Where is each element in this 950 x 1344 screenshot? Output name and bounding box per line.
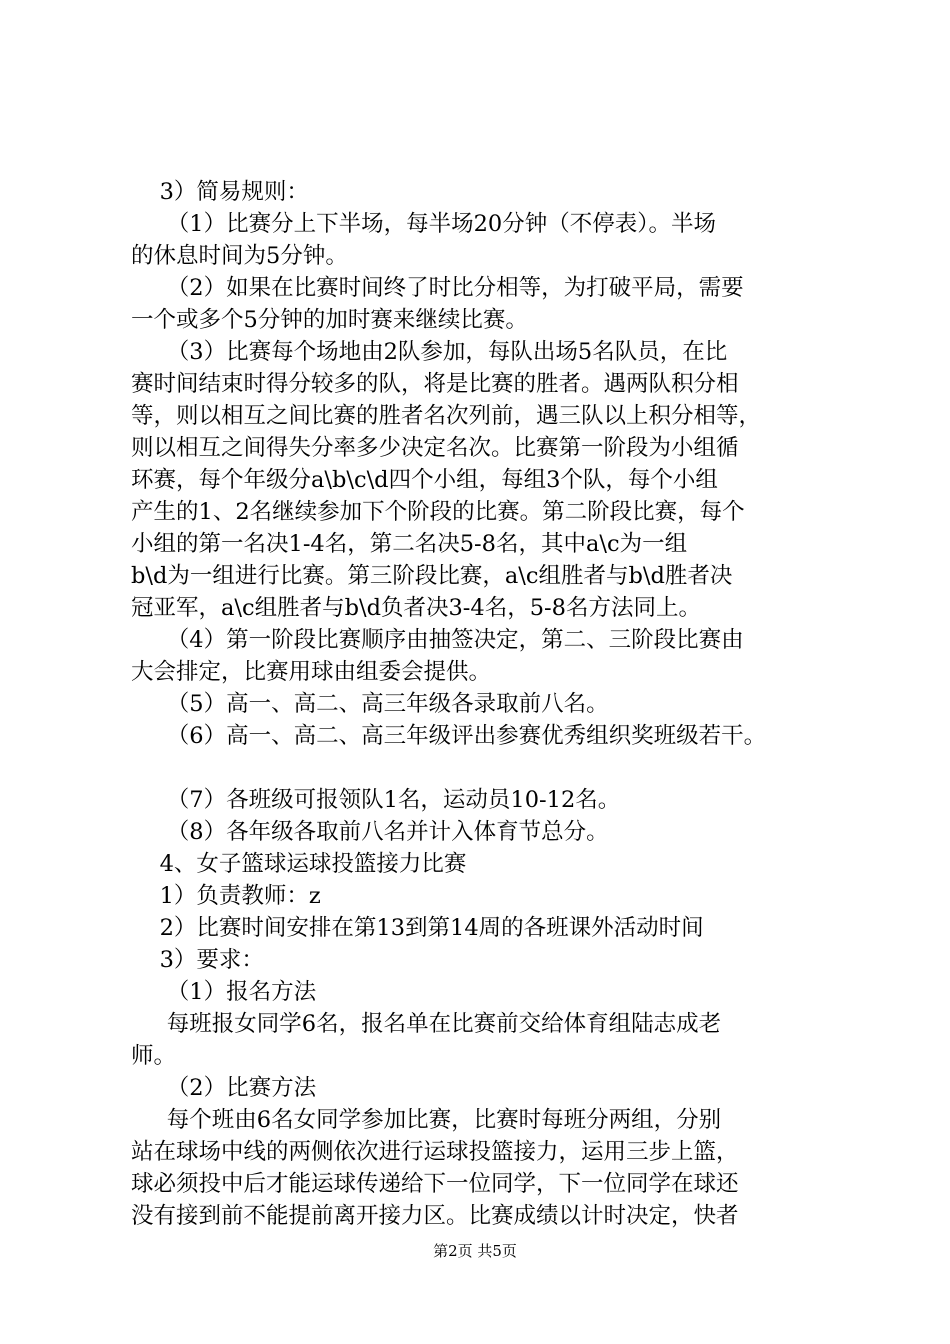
text-line: 小组的第一名决1-4名，第二名决5-8名，其中a\c为一组 xyxy=(131,531,688,557)
text-line: （2）如果在比赛时间终了时比分相等，为打破平局，需要 xyxy=(131,275,744,301)
text-line: （1）报名方法 xyxy=(131,979,317,1005)
text-line: 1）负责教师：z xyxy=(131,883,321,909)
text-line: 球必须投中后才能运球传递给下一位同学，下一位同学在球还 xyxy=(131,1171,739,1197)
text-line: 等，则以相互之间比赛的胜者名次列前，遇三队以上积分相等， xyxy=(131,403,762,429)
text-line: 站在球场中线的两侧依次进行运球投篮接力，运用三步上篮， xyxy=(131,1139,739,1165)
text-line: 每班报女同学6名，报名单在比赛前交给体育组陆志成老 xyxy=(131,1011,722,1037)
text-line: 赛时间结束时得分较多的队，将是比赛的胜者。遇两队积分相 xyxy=(131,371,739,397)
text-line: 2）比赛时间安排在第13到第14周的各班课外活动时间 xyxy=(131,915,704,941)
page-number-footer: 第2页 共5页 xyxy=(433,1242,517,1260)
text-line: （6）高一、高二、高三年级评出参赛优秀组织奖班级若干。 xyxy=(131,723,767,749)
text-line: 3）简易规则： xyxy=(131,179,309,205)
text-line: 3）要求： xyxy=(131,947,264,973)
text-line: 4、女子篮球运球投篮接力比赛 xyxy=(131,851,467,877)
text-line: 大会排定，比赛用球由组委会提供。 xyxy=(131,659,492,685)
text-line: 没有接到前不能提前离开接力区。比赛成绩以计时决定，快者 xyxy=(131,1203,739,1229)
text-line: （7）各班级可报领队1名，运动员10-12名。 xyxy=(131,787,621,813)
text-line: 一个或多个5分钟的加时赛来继续比赛。 xyxy=(131,307,528,333)
text-line: （2）比赛方法 xyxy=(131,1075,317,1101)
text-line: （5）高一、高二、高三年级各录取前八名。 xyxy=(131,691,609,717)
text-line: b\d为一组进行比赛。第三阶段比赛，a\c组胜者与b\d胜者决 xyxy=(131,563,733,589)
text-line: （3）比赛每个场地由2队参加，每队出场5名队员，在比 xyxy=(131,339,728,365)
text-line: 师。 xyxy=(131,1043,177,1069)
text-line: （1）比赛分上下半场，每半场20分钟（不停表）。半场 xyxy=(131,211,716,237)
text-line: 则以相互之间得失分率多少决定名次。比赛第一阶段为小组循 xyxy=(131,435,739,461)
text-line: 环赛，每个年级分a\b\c\d四个小组，每组3个队，每个小组 xyxy=(131,467,718,493)
text-line: 的休息时间为5分钟。 xyxy=(131,243,348,269)
text-line: 每个班由6名女同学参加比赛，比赛时每班分两组，分别 xyxy=(131,1107,722,1133)
text-line: 产生的1、2名继续参加下个阶段的比赛。第二阶段比赛，每个 xyxy=(131,499,745,525)
text-line: 冠亚军，a\c组胜者与b\d负者决3-4名，5-8名方法同上。 xyxy=(131,595,701,621)
text-line: （8）各年级各取前八名并计入体育节总分。 xyxy=(131,819,609,845)
text-line: （4）第一阶段比赛顺序由抽签决定，第二、三阶段比赛由 xyxy=(131,627,744,653)
